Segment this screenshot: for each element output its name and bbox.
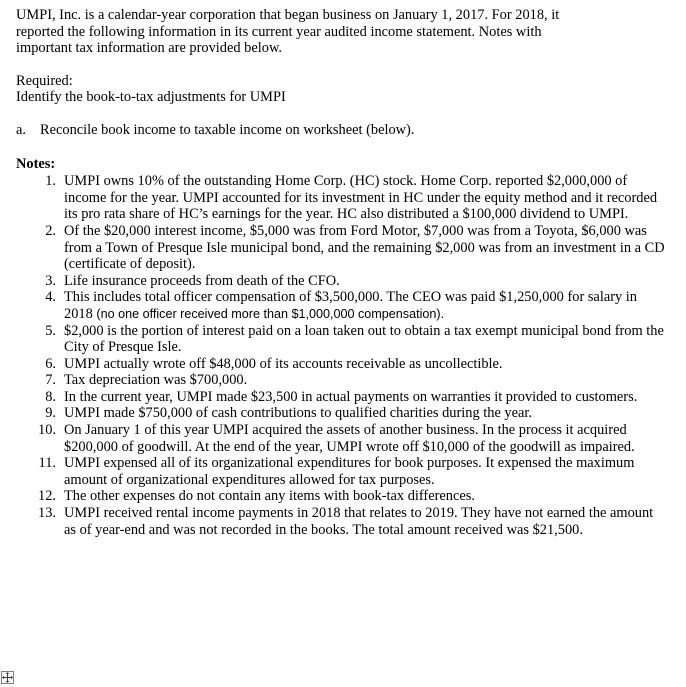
notes-list: [16, 173, 666, 538]
note-text: On January 1 of this year UMPI acquired the assets of another business. In the process it acquired $200,000 of goodwill. At the end of the year, UMPI wrote off $10,000 of the goodwill as impaired.: [64, 422, 635, 455]
task-item: [16, 122, 666, 139]
intro-paragraph: [16, 7, 666, 57]
move-arrows-glyph: [2, 672, 13, 683]
note-text-small: (no one officer received more than $1,000,000 compensation).: [96, 306, 445, 321]
note-item: [16, 356, 666, 373]
note-number: 2.: [45, 222, 56, 239]
note-text: Of the $20,000 interest income, $5,000 was from Ford Motor, $7,000 was from a Toyota, $6,000 was from a Town of Presque Isle municipal bond, and the remaining $2,000 was from an investment in a CD (certificate of deposit).: [64, 222, 665, 273]
note-item: [16, 223, 666, 273]
note-number: 6.: [45, 355, 56, 372]
note-number: 12.: [38, 488, 56, 505]
note-item: [16, 422, 666, 455]
intro-line-1: UMPI, Inc. is a calendar-year corporation that began business on January 1, 2017. For 2018, it: [16, 7, 560, 23]
note-text: UMPI received rental income payments in 2018 that relates to 2019. They have not earned the amount as of year-end and was not recorded in the books. The total amount received was $21,500.: [64, 505, 654, 538]
intro-line-3: important tax information are provided below.: [16, 40, 283, 57]
note-item: [16, 173, 666, 223]
document-page: [16, 7, 666, 538]
note-text: UMPI expensed all of its organizational expenditures for book purposes. It expensed the maximum amount of organizational expenditures allowed for tax purposes.: [64, 455, 635, 488]
note-number: 13.: [38, 505, 56, 522]
task-marker: a.: [16, 121, 26, 138]
note-number: 5.: [45, 322, 56, 339]
note-number: 9.: [45, 405, 56, 422]
required-section: [16, 73, 666, 106]
note-number: 7.: [45, 372, 56, 389]
note-text: UMPI owns 10% of the outstanding Home Corp. (HC) stock. Home Corp. reported $2,000,000 of income for the year. UMPI accounted for its investment in HC under the equity method and it recorded its pro rata share of HC’s earnings for the year. HC also distributed a $100,000 dividend to UMPI.: [64, 173, 658, 223]
intro-line-2: reported the following information in its current year audited income statement. Notes with: [16, 23, 542, 40]
move-arrows-icon[interactable]: [1, 671, 14, 684]
note-text: Life insurance proceeds from death of the CFO.: [64, 272, 340, 289]
note-item: [16, 455, 666, 488]
note-item: [16, 273, 666, 290]
note-number: 3.: [45, 272, 56, 289]
note-text: $2,000 is the portion of interest paid on a loan taken out to obtain a tax exempt municipal bond from the City of Presque Isle.: [64, 322, 664, 356]
note-item: [16, 405, 666, 422]
task-text: Reconcile book income to taxable income on worksheet (below).: [40, 121, 415, 138]
note-text: Tax depreciation was $700,000.: [64, 372, 248, 389]
note-text: UMPI made $750,000 of cash contributions to qualified charities during the year.: [64, 405, 532, 422]
note-item: [16, 372, 666, 389]
note-text: In the current year, UMPI made $23,500 in actual payments on warranties it provided to customers.: [64, 388, 638, 405]
note-item: [16, 289, 666, 322]
note-text: UMPI actually wrote off $48,000 of its accounts receivable as uncollectible.: [64, 355, 503, 372]
note-number: 8.: [45, 388, 56, 405]
note-item: [16, 505, 666, 538]
note-item: [16, 488, 666, 505]
note-number: 4.: [45, 289, 56, 306]
note-text: This includes total officer compensation of $3,500,000. The CEO was paid $1,250,000 for salary in 2018: [64, 289, 637, 322]
note-item: [16, 323, 666, 356]
required-heading: Required:: [16, 72, 73, 89]
note-item: [16, 389, 666, 406]
notes-heading: Notes:: [16, 155, 56, 172]
note-number: 1.: [45, 173, 56, 190]
note-number: 11.: [38, 455, 56, 472]
required-text: Identify the book-to-tax adjustments for UMPI: [16, 89, 286, 106]
note-text: The other expenses do not contain any items with book-tax differences.: [64, 488, 475, 505]
note-number: 10.: [38, 422, 56, 439]
